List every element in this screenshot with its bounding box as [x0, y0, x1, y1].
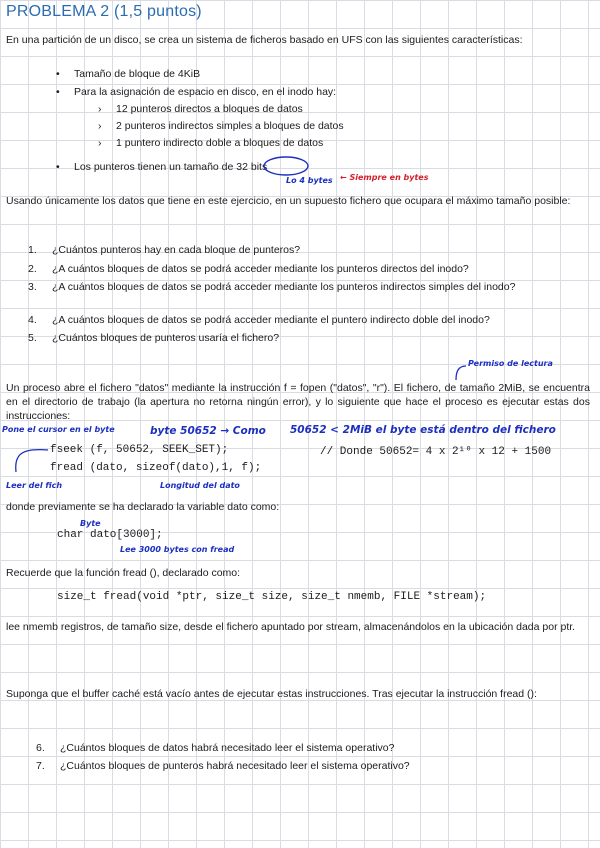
question-3-text: ¿A cuántos bloques de datos se podrá acceder mediante los punteros indirectos simples del inodo? [52, 281, 516, 293]
paragraph-cache: Suponga que el buffer caché está vacío antes de ejecutar estas instrucciones. Tras ejecutar la instrucción fread (): [6, 688, 537, 700]
question-3 [28, 280, 588, 294]
sub-double-indirect: › 1 puntero indirecto doble a bloques de datos [116, 136, 323, 150]
question-3-number: 3. [28, 281, 37, 293]
question-2-text: ¿A cuántos bloques de datos se podrá acceder mediante los punteros directos del inodo? [52, 263, 469, 275]
code-fread-signature: size_t fread(void *ptr, size_t size, size_t nmemb, FILE *stream); [57, 591, 487, 603]
paragraph-process: Un proceso abre el fichero "datos" mediante la instrucción f = fopen ("datos", "r"). El fichero, de tamaño 2MiB, se encuentra en el directorio de trabajo (la apertura no retorna ningún error), y lo siguiente que hace el proceso es ejecutar estas dos instrucciones: [6, 382, 590, 422]
sub-single-indirect: › 2 punteros indirectos simples a bloques de datos [116, 119, 344, 133]
handwritten-note-read-file: Leer del fich [6, 481, 63, 490]
handwritten-note-byte: Byte [80, 519, 101, 528]
sub-direct-pointers: › 12 punteros directos a bloques de datos [116, 102, 303, 116]
handwritten-note-always-bytes: ← Siempre en bytes [340, 173, 429, 182]
question-1-number: 1. [28, 244, 37, 256]
question-1 [28, 243, 301, 257]
handwritten-note-read-permission: Permiso de lectura [468, 359, 553, 368]
handwritten-note-byte-50652: byte 50652 → Como [150, 425, 266, 437]
bullet-block-size: • Tamaño de bloque de 4KiB [74, 67, 200, 81]
question-6-number: 6. [36, 742, 45, 754]
question-5 [28, 331, 280, 345]
handwritten-arrow-fread [4, 436, 74, 482]
problem-title: PROBLEMA 2 (1,5 puntos) [6, 3, 202, 20]
paragraph-declaration: donde previamente se ha declarado la variable dato como: [6, 501, 280, 513]
handwritten-arrow-read [452, 364, 468, 382]
question-1-text: ¿Cuántos punteros hay en cada bloque de punteros? [52, 244, 301, 256]
question-5-text: ¿Cuántos bloques de punteros usaría el fichero? [52, 332, 280, 344]
question-4-number: 4. [28, 314, 37, 326]
paragraph-max-size: Usando únicamente los datos que tiene en este ejercicio, en un supuesto fichero que ocupara el máximo tamaño posible: [6, 195, 571, 207]
bullet-pointer-size: • Los punteros tienen un tamaño de 32 bits [74, 160, 267, 174]
handwritten-note-cursor: Pone el cursor en el byte [2, 425, 115, 434]
question-2 [28, 262, 469, 276]
handwritten-note-within-file: 50652 < 2MiB el byte está dentro del fichero [290, 424, 556, 436]
paragraph-fread-explain: lee nmemb registros, de tamaño size, desde el fichero apuntado por stream, almacenándolos en la ubicación dada por ptr. [6, 621, 576, 633]
question-5-number: 5. [28, 332, 37, 344]
question-6 [36, 741, 395, 755]
code-char-dato: char dato[3000]; [57, 529, 163, 541]
question-7-text: ¿Cuántos bloques de punteros habrá necesitado leer el sistema operativo? [60, 760, 410, 772]
handwritten-note-data-length: Longitud del dato [160, 481, 240, 490]
paragraph-fread-reminder: Recuerde que la función fread (), declarado como: [6, 567, 241, 579]
code-fseek: fseek (f, 50652, SEEK_SET); [50, 444, 229, 456]
handwritten-note-4-bytes: Lo 4 bytes [286, 176, 333, 185]
handwritten-circle [258, 154, 318, 178]
question-7 [36, 759, 410, 773]
code-fseek-comment: // Donde 50652= 4 x 2¹⁰ x 12 + 1500 [320, 446, 552, 458]
question-7-number: 7. [36, 760, 45, 772]
question-4 [28, 313, 490, 327]
question-6-text: ¿Cuántos bloques de datos habrá necesitado leer el sistema operativo? [60, 742, 395, 754]
question-4-text: ¿A cuántos bloques de datos se podrá acceder mediante el puntero indirecto doble del inodo? [52, 314, 490, 326]
handwritten-note-3000-bytes: Lee 3000 bytes con fread [120, 545, 235, 554]
question-2-number: 2. [28, 263, 37, 275]
intro-paragraph: En una partición de un disco, se crea un sistema de ficheros basado en UFS con las siguientes características: [6, 34, 523, 46]
bullet-allocation: • Para la asignación de espacio en disco, en el inodo hay: [74, 85, 336, 99]
code-fread: fread (dato, sizeof(dato),1, f); [50, 462, 262, 474]
